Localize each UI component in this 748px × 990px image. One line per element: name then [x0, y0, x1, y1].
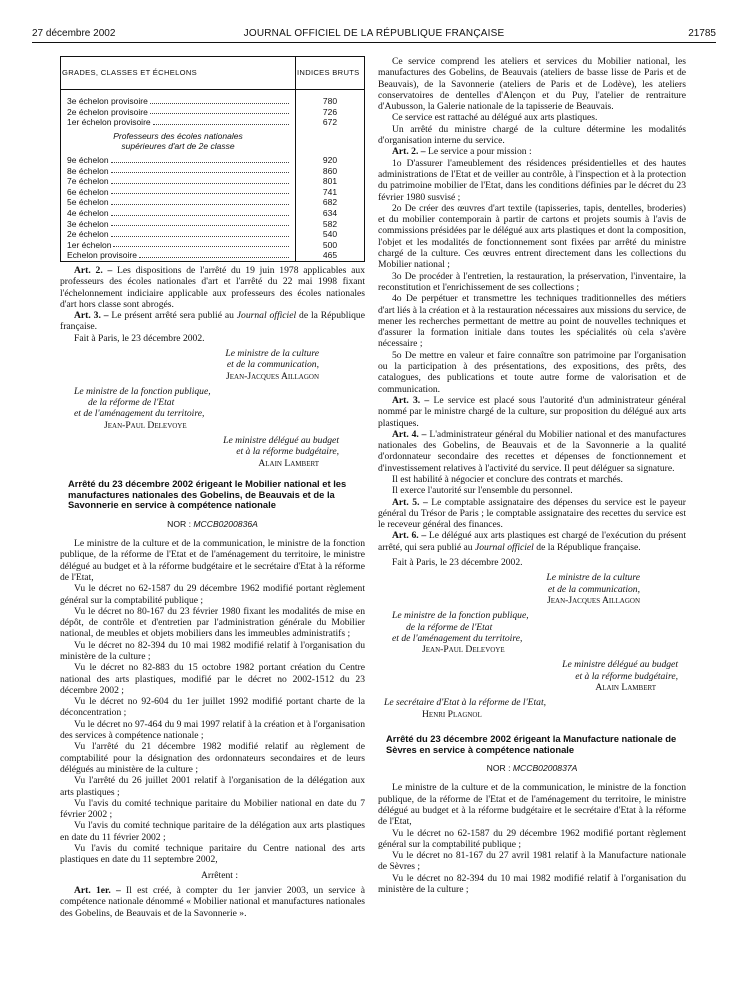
- art6-execution: Art. 6. – Le délégué aux arts plastiques est chargé de l'exécution du présent arrêté, qui sera publié au Journal officiel de la République française.: [378, 530, 687, 553]
- left-column: [60, 56, 365, 919]
- autorite-personnel: Il exerce l'autorité sur l'ensemble du personnel.: [392, 485, 573, 497]
- visa-paragraph: Vu le décret no 62-1587 du 29 décembre 1962 modifié portant règlement général sur la comptabilité publique ;: [60, 583, 365, 606]
- signature-secretaire-etat: Le secrétaire d'Etat à la réforme de l'Etat,: [384, 697, 547, 709]
- visa-sevres-1982: Vu le décret no 82-394 du 10 mai 1982 modifié relatif à l'organisation du ministère de la culture ;: [378, 872, 686, 896]
- table-row: [61, 250, 365, 261]
- visa-paragraph: Vu le décret no 82-883 du 15 octobre 1982 portant création du Centre national des arts plastiques, modifié par le décret no 2002-1512 du 23 décembre 2002 ;: [60, 662, 365, 696]
- header-page-number: 21785: [688, 28, 716, 39]
- row-label: 1er échelon provisoire: [67, 117, 151, 128]
- row-label: 5e échelon: [67, 197, 109, 208]
- row-label: 4e échelon: [67, 207, 109, 218]
- row-value: 582: [296, 219, 365, 230]
- signature-fonction-publique-right: Le ministre de la fonction publique, de la réforme de l'Etat et de l'aménagement du territoire,: [392, 610, 529, 644]
- signature-culture-right: Le ministre de la culture et de la communication,: [546, 572, 640, 595]
- page-header: [32, 28, 716, 43]
- indices-table: [60, 56, 365, 262]
- visa-paragraph: Vu l'arrêté du 26 juillet 2001 relatif à l'organisation de la délégation aux arts plastiques ;: [60, 775, 365, 798]
- row-label: 6e échelon: [67, 186, 109, 197]
- signature-budget-right: Le ministre délégué au budget et à la réforme budgétaire,: [562, 659, 678, 682]
- row-label: 2e échelon provisoire: [67, 106, 148, 117]
- table-body: [61, 90, 365, 262]
- mission-5: 5o De mettre en valeur et faire connaître son patrimoine par l'organisation ou la participation à des présentations, des expositions, des prêts, des catalogues, des publications et toute autre forme de valorisation et de communication.: [378, 349, 686, 395]
- visa-paragraph: Vu l'avis du comité technique paritaire du Centre national des arts plastiques en date du 11 septembre 2002,: [60, 843, 365, 866]
- signature-name-plagnol: Henri Plagnol: [422, 708, 482, 720]
- art3-autorite: Art. 3. – Le service est placé sous l'autorité d'un administrateur général nommé par le ministre chargé de la culture, sur proposition du délégué aux arts plastiques.: [378, 394, 686, 429]
- header-journal-title: JOURNAL OFFICIEL DE LA RÉPUBLIQUE FRANÇAISE: [243, 28, 505, 39]
- row-label: 8e échelon: [67, 165, 109, 176]
- row-value: 672: [296, 117, 365, 128]
- table-row: [61, 96, 365, 107]
- fait-a-paris-right: Fait à Paris, le 23 décembre 2002.: [392, 557, 523, 569]
- right-column: [378, 56, 686, 895]
- row-value: 920: [296, 155, 365, 166]
- table-subheading: supérieures d'art de 2e classe: [61, 141, 365, 155]
- table-subheading: Professeurs des écoles nationales: [61, 128, 365, 142]
- visa-paragraph: Le ministre de la culture et de la communication, le ministre de la fonction publique, de la réforme de l'Etat et de l'aménagement du territoire, le ministre délégué au budget et à la réforme budgétaire et le secrétaire d'Etat à la réforme de l'Etat,: [60, 538, 365, 583]
- visa-paragraph: Vu l'arrêté du 21 décembre 1982 modifié relatif au règlement de comptabilité pour la désignation des ordonnateurs secondaires et de leurs délégués au ministère de la culture ;: [60, 741, 365, 775]
- visa-sevres-preamble: Le ministre de la culture et de la communication, le ministre de la fonction publique, de la réforme de l'Etat et de l'aménagement du territoire, le ministre délégué au budget et à la réforme budgétaire et le secrétaire d'Etat à la réforme de l'Etat,: [378, 782, 686, 828]
- art5-comptable: Art. 5. – Le comptable assignataire des dépenses du service est le payeur général du Trésor de Paris ; le comptable assignataire des recettes du service est le receveur général des finances.: [378, 496, 686, 531]
- row-value: 540: [296, 229, 365, 240]
- art4-ordonnateur: Art. 4. – L'administrateur général du Mobilier national et des manufactures nationales des Gobelins, de Beauvais et de la Savonnerie a la qualité d'ordonnateur secondaire des recettes et dépenses de fonctionnement et d'investissement relatives à l'activité du service. Il peut déléguer sa signature.: [378, 428, 686, 474]
- decree-title-sevres: Arrêté du 23 décembre 2002 érigeant la Manufacture nationale de Sèvres en service à compétence nationale: [386, 732, 677, 755]
- table-header-grades: GRADES, CLASSES ET ÉCHELONS: [61, 57, 296, 90]
- row-label: 7e échelon: [67, 176, 109, 187]
- visa-paragraph: Vu le décret no 92-604 du 1er juillet 1992 modifié portant charte de la déconcentration ;: [60, 696, 365, 719]
- table-row: [61, 155, 365, 166]
- nor-sevres: NOR : MCCB0200837A: [486, 763, 578, 774]
- visa-paragraph: Vu le décret no 82-394 du 10 mai 1982 modifié relatif à l'organisation du ministère de la culture ;: [60, 639, 365, 662]
- signature-name-lambert-right: Alain Lambert: [595, 682, 656, 694]
- table-row: [61, 166, 365, 177]
- mission-4: 4o De perpétuer et transmettre les techniques traditionnelles des métiers d'art liés à la création et à la restauration nécessaires aux missions du service, de mener les recherches permettant de mettre au point de nouvelles techniques et d'assurer la formation initiale dans toutes les spécialités où cela s'avère nécessaire ;: [378, 293, 686, 350]
- table-row: [61, 240, 365, 251]
- row-value: 500: [296, 240, 365, 251]
- art3-paragraph: Art. 3. – Le présent arrêté sera publié au Journal officiel de la République française.: [60, 310, 365, 333]
- mission-2: 2o De créer des œuvres d'art textile (tapisseries, tapis, dentelles, broderies) et du mobilier contemporain à partir de cartons et projets soumis à l'avis de commissions présidées par le délégué aux arts plastiques et dont la composition, l'objet et les modalités de fonctionnement sont fixées par arrêté du ministre chargé de la culture. Ces œuvres entrent directement dans les collections du Mobilier national ;: [378, 202, 686, 271]
- table-row: [61, 107, 365, 118]
- fait-a-paris: Fait à Paris, le 23 décembre 2002.: [74, 332, 205, 344]
- row-label: 3e échelon provisoire: [67, 96, 148, 106]
- art2-paragraph: Art. 2. – Les dispositions de l'arrêté du 19 juin 1978 applicables aux professeurs des écoles nationales d'art et l'arrêté du 22 mai 1998 fixant l'échelonnement indiciaire applicable aux professeurs des écoles nationales d'art hors classe sont abrogés.: [60, 264, 365, 310]
- visa-sevres-1962: Vu le décret no 62-1587 du 29 décembre 1962 modifié portant règlement général sur la comptabilité publique ;: [378, 827, 686, 850]
- row-value: 780: [296, 96, 365, 107]
- row-value: 682: [296, 197, 365, 208]
- art1-paragraph: Art. 1er. – Il est créé, à compter du 1er janvier 2003, un service à compétence nationale dénommé « Mobilier national et manufactures nationales des Gobelins, de Beauvais et de la Savonnerie ».: [60, 884, 365, 919]
- row-label: Echelon provisoire: [67, 250, 137, 261]
- row-value: 741: [296, 187, 365, 198]
- service-composition: Ce service comprend les ateliers et services du Mobilier national, les manufactures des Gobelins, de Beauvais (ateliers de basse lisse de Paris et de Beauvais), de la Savonnerie (ateliers de Paris et de Lodève), les ateliers conservatoires de dentelles d'Alençon et du Puy, l'atelier de rentraiture d'Aubusson, la Galerie nationale de la tapisserie de Beauvais.: [378, 56, 686, 113]
- row-value: 726: [296, 107, 365, 118]
- table-header-indices: INDICES BRUTS: [296, 57, 365, 90]
- service-rattachement: Ce service est rattaché au délégué aux arts plastiques.: [392, 112, 598, 124]
- decree-title-mobilier: Arrêté du 23 décembre 2002 érigeant le Mobilier national et les manufactures nationales des Gobelins, de Beauvais et de la Savonnerie en service à compétence nationale: [68, 477, 347, 511]
- table-row: [61, 117, 365, 128]
- visa-paragraph: Vu l'avis du comité technique paritaire du Mobilier national en date du 7 février 2002 ;: [60, 797, 365, 821]
- nor-mobilier: NOR : MCCB0200836A: [167, 518, 258, 529]
- row-label: 2e échelon: [67, 229, 109, 240]
- table-row: [61, 187, 365, 198]
- table-row: [61, 176, 365, 187]
- table-row: [61, 208, 365, 219]
- row-label: 3e échelon: [67, 218, 109, 229]
- signature-name-delevoye-right: Jean-Paul Delevoye: [422, 644, 505, 656]
- visa-paragraph: Vu le décret no 80-167 du 23 février 1980 fixant les modalités de mise en dépôt, de contrôle et d'entretien par l'administration générale du Mobilier national, de meubles et objets mobiliers dans les immeubles administratifs ;: [60, 605, 365, 640]
- signature-name-lambert: Alain Lambert: [258, 457, 319, 469]
- table-row: [61, 219, 365, 230]
- visa-paragraph: Vu le décret no 97-464 du 9 mai 1997 relatif à la création et à l'organisation des services à compétence nationale ;: [60, 718, 365, 742]
- visas-mobilier: [60, 538, 365, 866]
- row-value: 634: [296, 208, 365, 219]
- header-date: 27 décembre 2002: [32, 28, 116, 39]
- row-label: 9e échelon: [67, 154, 109, 165]
- table-row: [61, 229, 365, 240]
- table-row: [61, 197, 365, 208]
- visa-paragraph: Vu l'avis du comité technique paritaire de la délégation aux arts plastiques en date du 11 février 2002 ;: [60, 820, 365, 843]
- signature-fonction-publique: Le ministre de la fonction publique, de la réforme de l'Etat et de l'aménagement du territoire,: [74, 385, 211, 420]
- signature-culture: Le ministre de la culture et de la communication,: [225, 347, 319, 371]
- visa-sevres-1981: Vu le décret no 81-167 du 27 avril 1981 relatif à la Manufacture nationale de Sèvres ;: [378, 850, 686, 873]
- row-value: 860: [296, 166, 365, 177]
- habilitation: Il est habilité à négocier et conclure des contrats et marchés.: [392, 473, 623, 485]
- signature-name-aillagon-right: Jean-Jacques Aillagon: [547, 594, 640, 606]
- service-organisation: Un arrêté du ministre chargé de la culture détermine les modalités d'organisation interne du service.: [378, 123, 686, 147]
- mission-1: 1o D'assurer l'ameublement des résidences présidentielles et des hautes administrations de l'Etat et de veiller au contrôle, à l'inspection et à la protection du patrimoine mobilier de l'Etat, dans les conditions définies par le décret du 23 février 1980 susvisé ;: [378, 157, 686, 203]
- row-value: 801: [296, 176, 365, 187]
- signature-budget: Le ministre délégué au budget et à la réforme budgétaire,: [223, 435, 339, 458]
- art2-mission: Art. 2. – Le service a pour mission :: [392, 146, 532, 158]
- signature-name-delevoye: Jean-Paul Delevoye: [104, 419, 187, 431]
- mission-3: 3o De procéder à l'entretien, la restauration, la préservation, l'inventaire, la reconstitution et l'enrichissement de ses collections ;: [378, 270, 686, 293]
- signature-name-aillagon: Jean-Jacques Aillagon: [226, 370, 319, 382]
- row-label: 1er échelon: [67, 239, 112, 250]
- row-value: 465: [296, 250, 365, 261]
- arretent: Arrêtent :: [200, 869, 239, 881]
